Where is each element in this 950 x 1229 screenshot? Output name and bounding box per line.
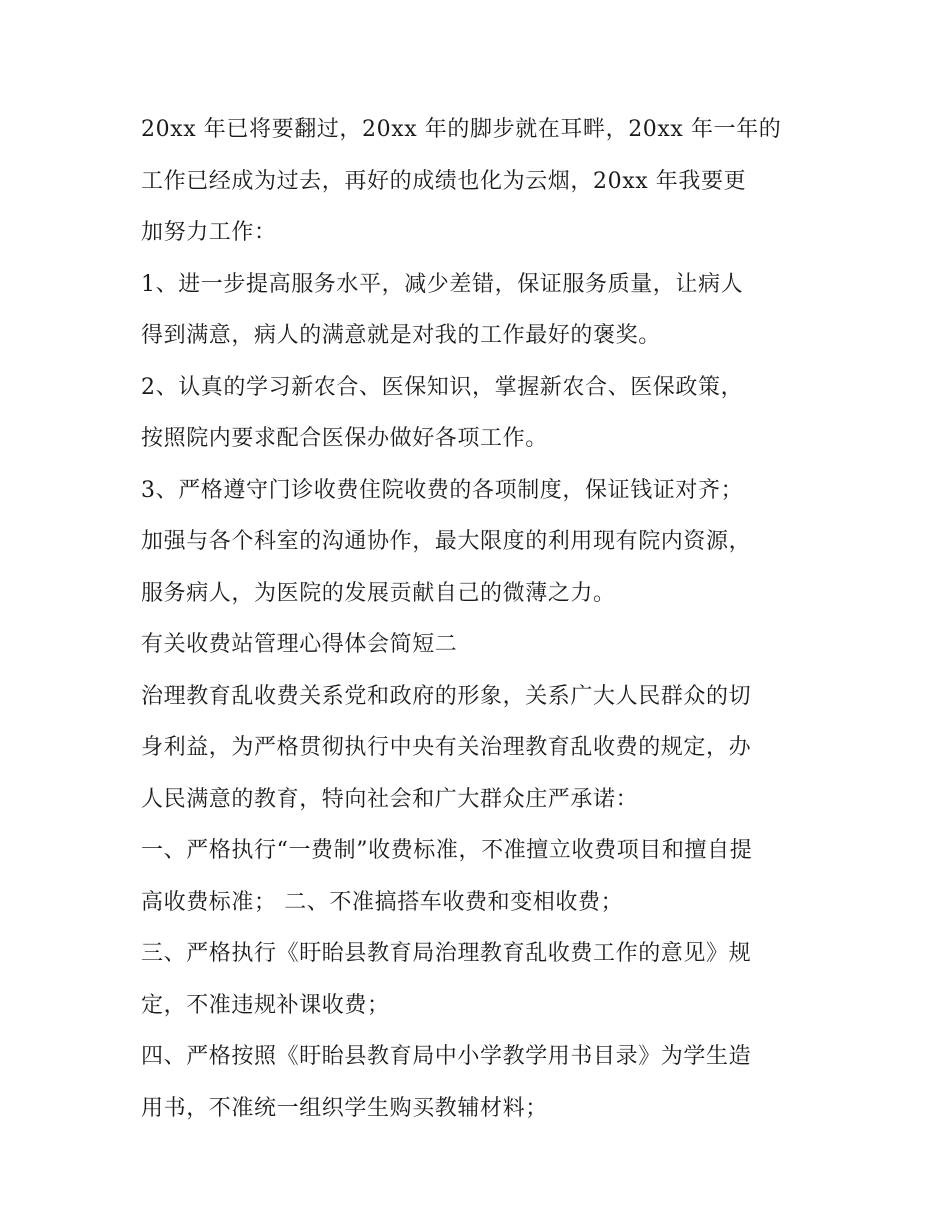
text-line-17: 三、严格执行《盱眙县教育局治理教育乱收费工作的意见》规 — [141, 941, 752, 966]
text-line-10: 服务病人，为医院的发展贡献自己的微薄之力。 — [141, 580, 616, 606]
text-line-8: 3、严格遵守门诊收费住院收费的各项制度，保证钱证对齐； — [141, 477, 744, 503]
text-line-1: 20xx 年已将要翻过，20xx 年的脚步就在耳畔，20xx 年一年的 — [141, 117, 782, 142]
document-body — [141, 104, 821, 1134]
text-line-9: 加强与各个科室的沟通协作，最大限度的利用现有院内资源， — [141, 529, 752, 554]
text-line-2: 工作已经成为过去，再好的成绩也化为云烟，20xx 年我要更 — [141, 168, 747, 194]
text-line-12: 治理教育乱收费关系党和政府的形象，关系广大人民群众的切 — [141, 683, 752, 709]
text-line-3: 加努力工作： — [141, 220, 277, 245]
text-line-13: 身利益，为严格贯彻执行中央有关治理教育乱收费的规定，办 — [141, 735, 752, 760]
text-line-15: 一、严格执行“一费制”收费标准，不准擅立收费项目和擅自提 — [141, 838, 753, 863]
text-line-18: 定，不准违规补课收费； — [141, 992, 390, 1018]
text-line-6: 2、认真的学习新农合、医保知识，掌握新农合、医保政策， — [141, 374, 744, 400]
text-line-14: 人民满意的教育，特向社会和广大群众庄严承诺： — [141, 786, 639, 812]
text-line-19: 四、严格按照《盱眙县教育局中小学教学用书目录》为学生造 — [141, 1044, 752, 1069]
text-line-5: 得到满意，病人的满意就是对我的工作最好的褒奖。 — [141, 323, 661, 348]
text-line-16: 高收费标准； 二、不准搞搭车收费和变相收费； — [141, 889, 624, 915]
text-line-20: 用书，不准统一组织学生购买教辅材料； — [141, 1095, 548, 1121]
text-line-4: 1、进一步提高服务水平，减少差错，保证服务质量，让病人 — [141, 271, 744, 297]
text-line-7: 按照院内要求配合医保办做好各项工作。 — [141, 426, 548, 451]
section-heading: 有关收费站管理心得体会简短二 — [141, 632, 458, 657]
